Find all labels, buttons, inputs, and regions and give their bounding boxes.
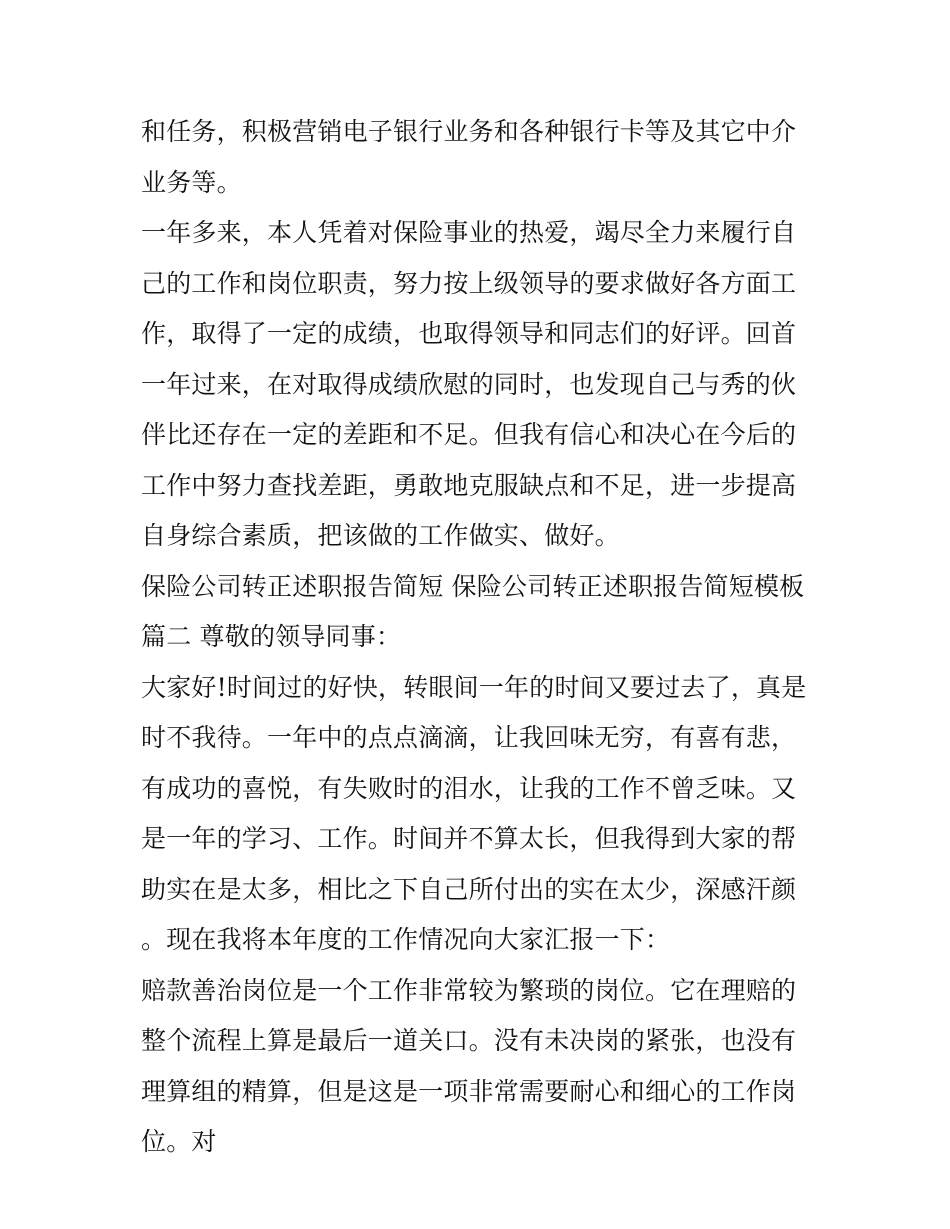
paragraph-greeting: 大家好!时间过的好快，转眼间一年的时间又要过去了，真是时不我待。一年中的点点滴滴，让我回味无穷，有喜有悲，有成功的喜悦，有失败时的泪水，让我的工作不曾乏味。又是一年的学习、工作。时间并不算太长，但我得到大家的帮助实在是太多，相比之下自己所付出的实在太少，深感汗颜。现在我将本年度的工作情况向大家汇报一下： <box>141 672 807 954</box>
paragraph-continuation: 和任务，积极营销电子银行业务和各种银行卡等及其它中介业务等。 <box>141 117 797 197</box>
paragraph-section-heading: 保险公司转正述职报告简短 保险公司转正述职报告简短模板篇二 尊敬的领导同事： <box>141 571 805 651</box>
document-body <box>141 107 813 1168</box>
paragraph-work-summary: 一年多来，本人凭着对保险事业的热爱，竭尽全力来履行自己的工作和岗位职责，努力按上级领导的要求做好各方面工作，取得了一定的成绩，也取得领导和同志们的好评。回首一年过来，在对取得成绩欣慰的同时，也发现自己与秀的伙伴比还存在一定的差距和不足。但我有信心和决心在今后的工作中努力查找差距，勇敢地克服缺点和不足，进一步提高自身综合素质，把该做的工作做实、做好。 <box>141 218 797 550</box>
paragraph-claims-role: 赔款善治岗位是一个工作非常较为繁琐的岗位。它在理赔的整个流程上算是最后一道关口。没有未决岗的紧张，也没有理算组的精算，但是这是一项非常需要耐心和细心的工作岗位。对 <box>141 975 797 1156</box>
